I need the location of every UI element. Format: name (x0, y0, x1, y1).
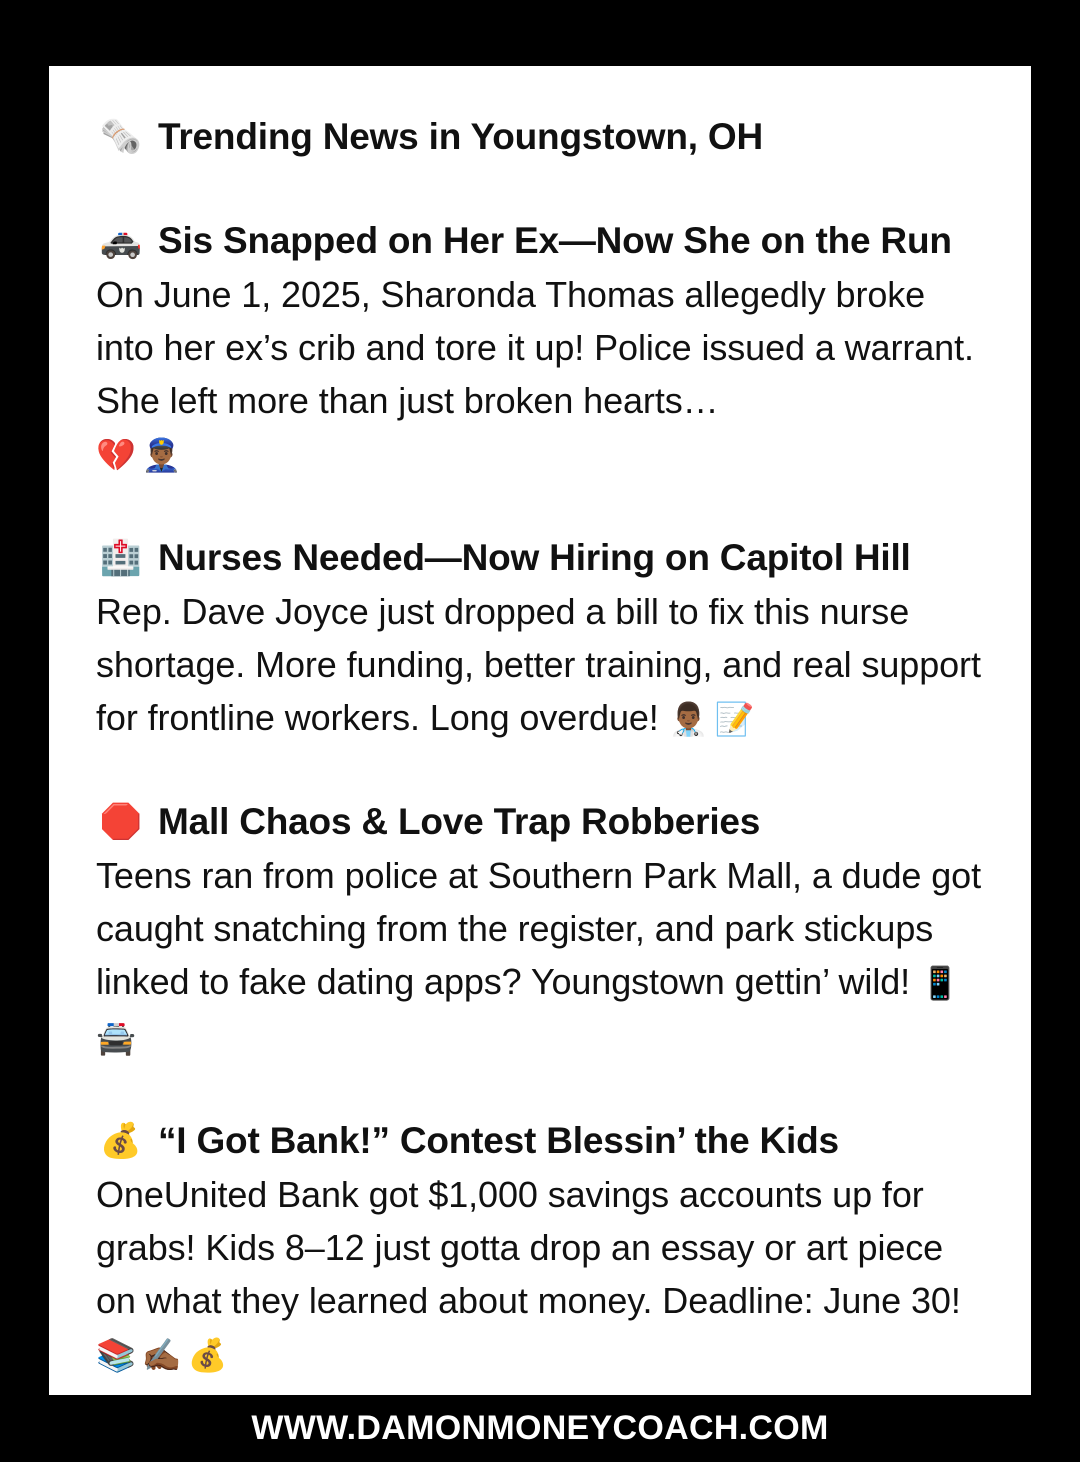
story-title-text: “I Got Bank!” Contest Blessin’ the Kids (158, 1120, 839, 1161)
health-worker-memo-icons: 👨🏾‍⚕️📝 (668, 701, 761, 737)
story-title (96, 218, 991, 264)
stop-sign-icon: 🛑 (99, 803, 143, 841)
page-title-text: Trending News in Youngstown, OH (158, 116, 764, 157)
story-title-text: Nurses Needed—Now Hiring on Capitol Hill (158, 537, 911, 578)
money-bag-icon: 💰 (99, 1122, 143, 1160)
story-body (96, 1168, 991, 1382)
page-title (96, 114, 991, 160)
story-body-text: Teens ran from police at Southern Park Mall, a dude got caught snatching from the register, and park stickups linked to fake dating apps? Youngstown gettin’ wild! (96, 855, 981, 1002)
broken-heart-police-officer-icons: 💔👮🏾‍♂️ (96, 437, 188, 473)
story-body (96, 849, 991, 1065)
story-title (96, 799, 991, 845)
books-writing-hand-money-bag-icons: 📚✍🏾💰 (96, 1337, 234, 1373)
story-body-text: Rep. Dave Joyce just dropped a bill to fix this nurse shortage. More funding, better training, and real support for frontline workers. Long overdue! (96, 591, 981, 738)
rolled-newspaper-icon: 🗞️ (99, 118, 143, 156)
news-story-nurses (96, 535, 991, 746)
story-body-text: On June 1, 2025, Sharonda Thomas allegedly broke into her ex’s crib and tore it up! Police issued a warrant. She left more than just broken hearts… (96, 274, 974, 421)
story-title (96, 535, 991, 581)
story-body-text: OneUnited Bank got $1,000 savings accounts up for grabs! Kids 8–12 just gotta drop an essay or art piece on what they learned about money. Deadline: June 30! (96, 1174, 961, 1321)
story-title (96, 1118, 991, 1164)
website-url-footer: WWW.DAMONMONEYCOACH.COM (251, 1409, 829, 1447)
news-card (49, 66, 1031, 1395)
hospital-icon: 🏥 (99, 539, 143, 577)
news-story-contest (96, 1118, 991, 1382)
news-story-arrest (96, 218, 991, 482)
mobile-phone-police-car-icons: 📱🚔 (96, 965, 966, 1056)
story-body (96, 268, 991, 482)
police-car-icon: 🚓 (99, 222, 143, 260)
story-title-text: Sis Snapped on Her Ex—Now She on the Run (158, 220, 952, 261)
story-body (96, 585, 991, 746)
news-story-mall (96, 799, 991, 1065)
story-title-text: Mall Chaos & Love Trap Robberies (158, 801, 761, 842)
